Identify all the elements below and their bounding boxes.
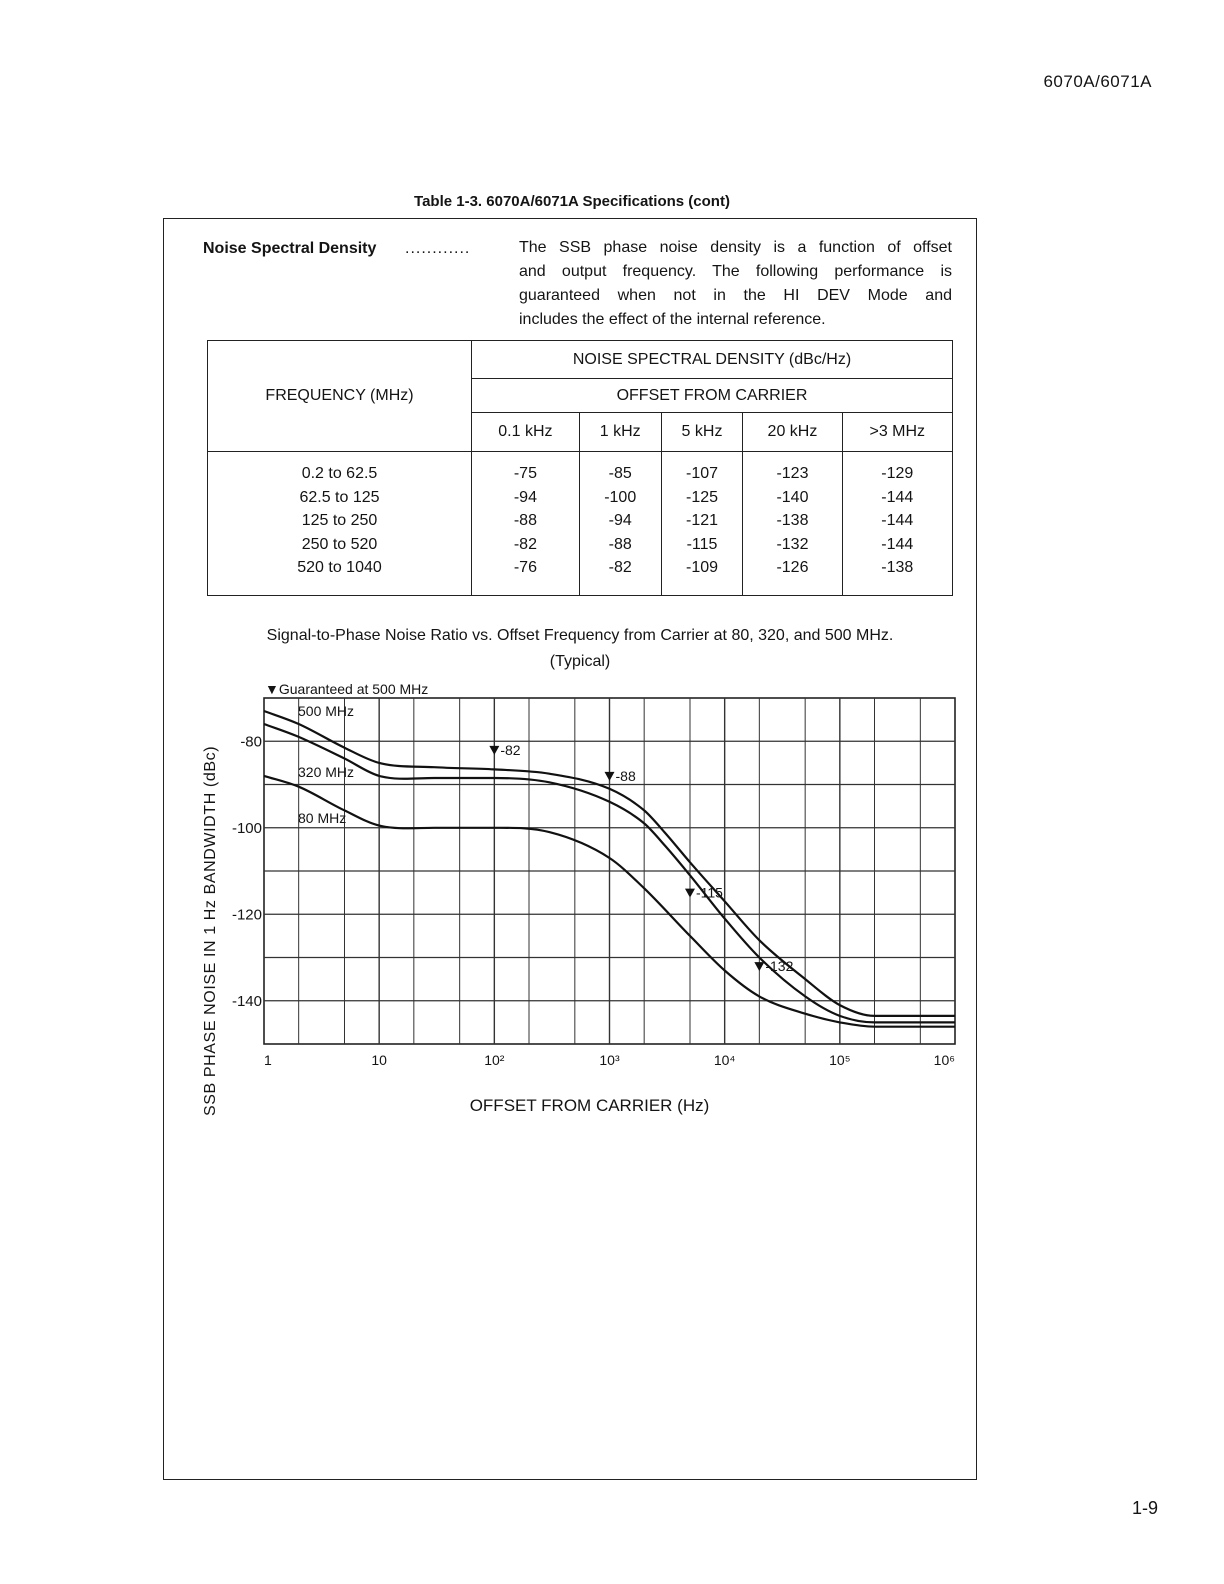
guarantee-legend: ▼Guaranteed at 500 MHz xyxy=(265,681,429,697)
value-cell: -138 xyxy=(776,512,809,530)
x-tick-label: 10⁶ xyxy=(933,1052,955,1068)
frequency-cell: 62.5 to 125 xyxy=(299,488,380,506)
y-tick-label: -80 xyxy=(240,733,262,751)
figure-caption: Signal-to-Phase Noise Ratio vs. Offset Frequency from Carrier at 80, 320, and 500 MHz. xyxy=(266,627,894,644)
spec-description-line: and output frequency. The following performance is xyxy=(519,263,952,280)
x-tick-label: 10⁵ xyxy=(829,1052,851,1068)
offset-col-header: 20 kHz xyxy=(743,413,842,452)
x-tick-label: 10³ xyxy=(599,1052,620,1068)
offset-col-header: 1 kHz xyxy=(579,413,661,452)
value-cell: -144 xyxy=(881,535,914,553)
noise-density-header: NOISE SPECTRAL DENSITY (dBc/Hz) xyxy=(472,341,953,379)
spec-leader: ............ xyxy=(405,240,471,257)
spec-description xyxy=(519,236,952,332)
guaranteed-marker xyxy=(685,889,695,898)
x-tick-label: 1 xyxy=(264,1052,272,1068)
frequency-cell: 520 to 1040 xyxy=(297,559,382,577)
page-number: 1-9 xyxy=(1131,1498,1158,1518)
value-cell: -140 xyxy=(776,488,809,506)
value-cell: -132 xyxy=(776,535,809,553)
value-cell: -76 xyxy=(513,559,537,577)
x-axis-label: OFFSET FROM CARRIER (Hz) xyxy=(469,1096,710,1115)
value-cell: -75 xyxy=(513,465,537,482)
spec-description-line: The SSB phase noise density is a function of offset xyxy=(519,239,952,256)
value-cell: -138 xyxy=(881,559,914,577)
offset-col-header: 0.1 kHz xyxy=(472,413,580,452)
offset-header: OFFSET FROM CARRIER xyxy=(472,379,953,413)
value-cell: -144 xyxy=(881,488,914,506)
guaranteed-label: -82 xyxy=(500,741,521,758)
value-column-0.1khz xyxy=(472,452,580,596)
x-tick-label: 10⁴ xyxy=(713,1052,736,1068)
guaranteed-label: -115 xyxy=(695,884,723,901)
spec-label: Noise Spectral Density xyxy=(203,240,377,257)
figure-subcaption: (Typical) xyxy=(549,653,611,670)
y-tick-label: -140 xyxy=(231,992,262,1010)
value-cell: -100 xyxy=(604,488,637,506)
guaranteed-marker xyxy=(754,962,764,971)
x-tick-label: 10² xyxy=(484,1052,505,1068)
frequency-cell: 0.2 to 62.5 xyxy=(301,465,378,482)
phase-noise-chart xyxy=(195,672,975,1122)
spec-description-line: includes the effect of the internal reference. xyxy=(519,311,826,328)
series-label: 500 MHz xyxy=(298,703,355,719)
noise-density-table xyxy=(207,340,953,596)
x-tick-label: 10 xyxy=(371,1052,387,1068)
value-cell: -94 xyxy=(513,488,537,506)
spec-description-line: guaranteed when not in the HI DEV Mode and xyxy=(519,287,952,304)
value-cell: -88 xyxy=(513,512,537,530)
value-cell: -121 xyxy=(685,512,719,530)
value-cell: -129 xyxy=(881,465,914,482)
value-column-20khz xyxy=(743,452,842,596)
value-cell: -82 xyxy=(513,535,537,553)
guaranteed-label: -132 xyxy=(765,958,794,975)
y-tick-label: -120 xyxy=(231,906,262,924)
guaranteed-label: -88 xyxy=(615,767,636,784)
value-column-3mhz xyxy=(842,452,952,596)
frequency-header: FREQUENCY (MHz) xyxy=(208,341,472,452)
series-label: 320 MHz xyxy=(298,764,355,780)
value-cell: -123 xyxy=(776,465,809,482)
series-label: 80 MHz xyxy=(298,810,347,826)
value-cell: -88 xyxy=(608,535,632,553)
value-cell: -82 xyxy=(608,559,632,577)
guaranteed-marker xyxy=(489,746,499,755)
frequency-cell: 250 to 520 xyxy=(301,535,378,553)
frequency-column xyxy=(208,452,472,596)
value-cell: -107 xyxy=(685,465,719,482)
value-cell: -144 xyxy=(881,512,914,530)
model-number: 6070A/6071A xyxy=(1043,72,1152,91)
table-title: Table 1-3. 6070A/6071A Specifications (cont) xyxy=(414,193,730,210)
value-cell: -126 xyxy=(776,559,809,577)
y-axis-label: SSB PHASE NOISE IN 1 Hz BANDWIDTH (dBc) xyxy=(202,745,219,1116)
guaranteed-marker xyxy=(605,772,615,781)
frequency-cell: 125 to 250 xyxy=(301,512,378,530)
value-column-5khz xyxy=(661,452,743,596)
value-column-1khz xyxy=(579,452,661,596)
value-cell: -94 xyxy=(608,512,632,530)
offset-col-header: >3 MHz xyxy=(842,413,952,452)
value-cell: -109 xyxy=(685,559,719,577)
value-cell: -115 xyxy=(686,535,718,553)
y-tick-label: -100 xyxy=(231,819,262,837)
value-cell: -125 xyxy=(685,488,719,506)
offset-col-header: 5 kHz xyxy=(661,413,743,452)
value-cell: -85 xyxy=(608,465,632,482)
